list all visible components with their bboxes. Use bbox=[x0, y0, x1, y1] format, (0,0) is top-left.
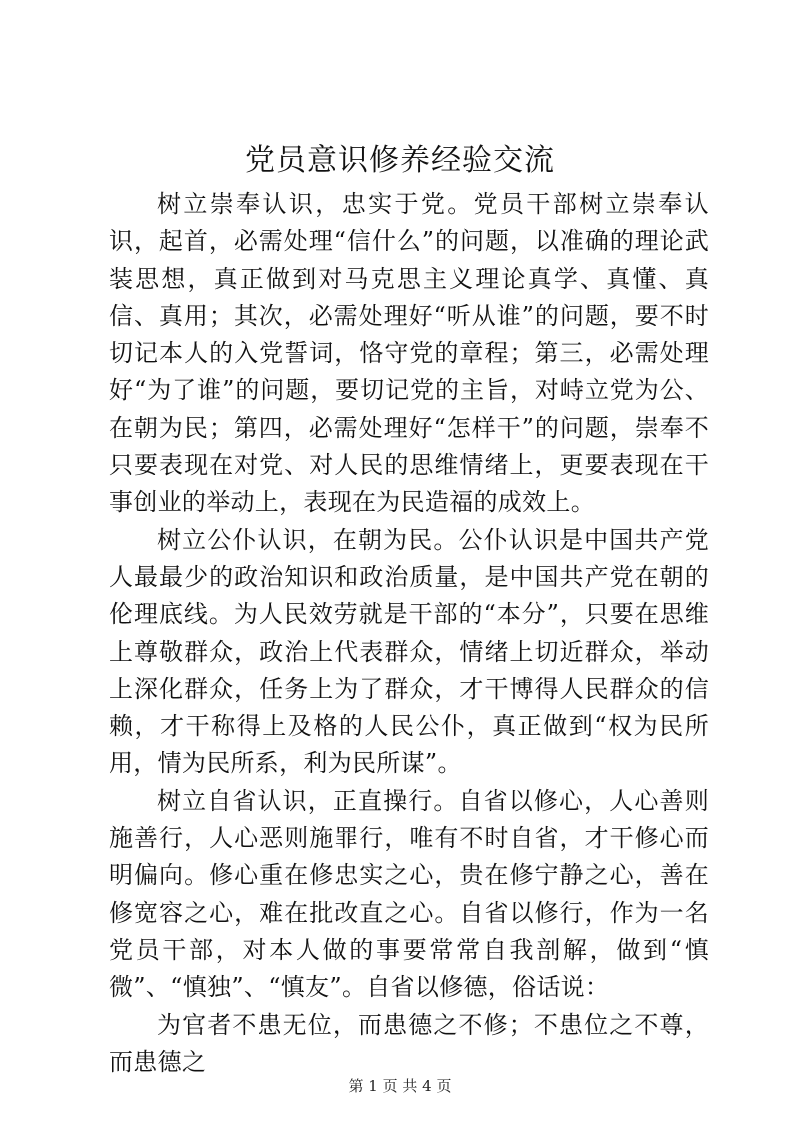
paragraph-virtue-quote: 为官者不患无位，而患德之不修；不患位之不尊，而患德之 bbox=[109, 1010, 709, 1076]
document-title: 党员意识修养经验交流 bbox=[245, 143, 555, 178]
paragraph-faith: 树立崇奉认识，忠实于党。党员干部树立崇奉认识，起首，必需处理“信什么”的问题，以准确的理论武装思想，真正做到对马克思主义理论真学、真懂、真信、真用；其次，必需处理好“听从谁”的问题，要不时切记本人的入党誓词，恪守党的章程；第三，必需处理好“为了谁”的问题，要切记党的主旨，对峙立党为公、在朝为民；第四，必需处理好“怎样干”的问题，崇奉不只要表现在对党、对人民的思维情绪上，更要表现在干事创业的举动上，表现在为民造福的成效上。 bbox=[109, 190, 709, 517]
document-body bbox=[109, 186, 709, 1081]
paragraph-public-servant: 树立公仆认识，在朝为民。公仆认识是中国共产党人最最少的政治知识和政治质量，是中国共产党在朝的伦理底线。为人民效劳就是干部的“本分”，只要在思维上尊敬群众，政治上代表群众，情绪上切近群众，举动上深化群众，任务上为了群众，才干博得人民群众的信赖，才干称得上及格的人民公仆，真正做到“权为民所用，情为民所系，利为民所谋”。 bbox=[109, 525, 709, 778]
paragraph-self-reflection: 树立自省认识，正直操行。自省以修心，人心善则施善行，人心恶则施罪行，唯有不时自省，才干修心而明偏向。修心重在修忠实之心，贵在修宁静之心，善在修宽容之心，难在批改直之心。自省以修行，作为一名党员干部，对本人做的事要常常自我剖解，做到“慎微”、“慎独”、“慎友”。自省以修德，俗话说： bbox=[109, 786, 709, 1002]
page-number-footer: 第 1 页 共 4 页 bbox=[348, 1077, 452, 1095]
